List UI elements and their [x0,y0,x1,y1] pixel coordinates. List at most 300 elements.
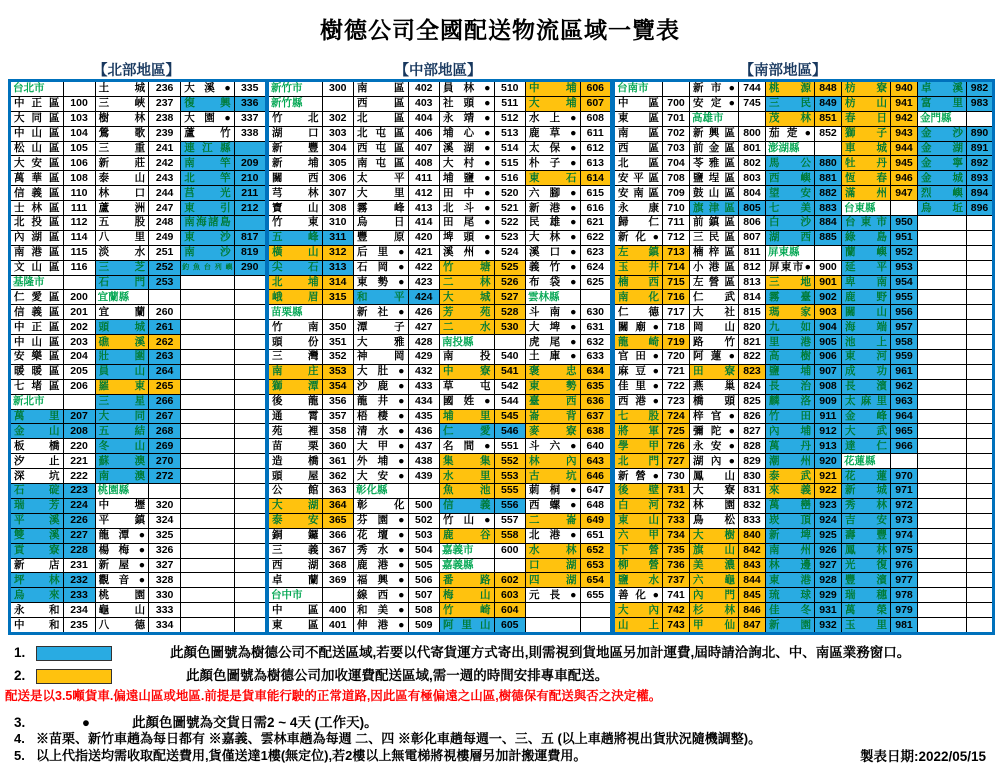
postal-code-cell: 507 [408,588,440,603]
postal-code-cell [234,513,266,528]
table-row [614,424,994,439]
district-cell: 東港 [766,573,815,588]
table-row [268,141,612,156]
table-row [614,394,994,409]
postal-code-cell: 714 [663,260,690,275]
district-cell: 里港 [766,335,815,350]
postal-code-cell: 406 [408,126,440,141]
postal-code-cell: 552 [494,454,526,469]
postal-code-cell: 204 [63,350,95,365]
postal-code-cell: 368 [322,558,354,573]
postal-code-cell: 711 [663,216,690,231]
district-cell: 萬丹 [766,439,815,454]
postal-code-cell: 654 [580,573,612,588]
district-cell [918,469,967,484]
district-cell: 成功 [842,364,891,379]
district-cell: 善化● [614,588,663,603]
postal-code-cell: 500 [408,498,440,513]
table-row [614,513,994,528]
district-cell: 鹽水 [614,573,663,588]
district-cell: 鹿野 [842,290,891,305]
postal-code-cell: 330 [149,588,181,603]
table-row [614,260,994,275]
district-cell: 龍井● [354,394,409,409]
district-cell: 安平區 [614,171,663,186]
postal-code-cell: 305 [322,156,354,171]
postal-code-cell: 932 [815,618,842,634]
table-row [614,335,994,350]
district-cell: 新埤 [766,528,815,543]
postal-code-cell: 555 [494,484,526,499]
district-cell [918,290,967,305]
district-cell: 西嶼 [766,171,815,186]
district-cell: 田尾● [440,216,495,231]
postal-code-cell: 221 [63,454,95,469]
district-cell: 和美● [354,603,409,618]
postal-code-cell: 269 [149,439,181,454]
district-cell: 竹塘 [440,260,495,275]
district-cell: 七美 [766,201,815,216]
postal-code-cell: 649 [580,513,612,528]
district-cell: 大武 [842,424,891,439]
district-cell [918,379,967,394]
postal-code-cell: 542 [494,379,526,394]
district-cell: 台中市 [268,588,323,603]
postal-code-cell: 413 [408,201,440,216]
district-cell: 宜蘭 [95,305,149,320]
district-cell: 牡丹 [842,156,891,171]
district-cell [181,305,235,320]
footnote-1 [14,641,910,661]
postal-code-cell: 300 [322,81,354,97]
district-cell: 新豐 [268,141,323,156]
postal-code-cell: 600 [494,543,526,558]
district-cell: 鹽埕區 [690,171,739,186]
district-cell: 春日 [842,111,891,126]
postal-code-cell: 207 [63,409,95,424]
district-cell: 南庄 [268,364,323,379]
postal-code-cell [149,484,181,499]
district-cell: 大同 [95,409,149,424]
postal-code-cell: 730 [663,469,690,484]
district-cell [181,588,235,603]
table-row [614,379,994,394]
district-cell [918,275,967,290]
postal-code-cell: 231 [63,558,95,573]
district-cell: 楠梓區 [690,245,739,260]
postal-code-cell: 424 [408,290,440,305]
postal-code-cell: 335 [234,81,266,97]
district-cell: 車城 [842,141,891,156]
district-cell: 高雄市 [690,111,739,126]
district-cell: 員山 [95,364,149,379]
district-cell: 頭屋 [268,469,323,484]
postal-code-cell: 880 [815,156,842,171]
postal-code-cell [234,573,266,588]
table-row [268,245,612,260]
postal-code-cell: 923 [815,498,842,513]
postal-code-cell [967,424,994,439]
district-cell: 吉安 [842,513,891,528]
district-cell: 鼓山區 [690,186,739,201]
district-cell: 南沙 [181,245,235,260]
district-cell: 大湖 [268,498,323,513]
district-cell: 台北市 [10,81,64,97]
district-cell: 五股 [95,216,149,231]
district-cell: 埔鹽● [440,171,495,186]
postal-code-cell: 944 [891,141,918,156]
district-cell [918,513,967,528]
postal-code-cell [967,275,994,290]
district-cell: 玉井 [614,260,663,275]
postal-code-cell [234,588,266,603]
table-row [10,603,267,618]
postal-code-cell: 502 [408,513,440,528]
footnote-2 [14,664,608,684]
postal-code-cell: 428 [408,335,440,350]
postal-code-cell: 807 [739,230,766,245]
district-cell: 壯圍 [95,350,149,365]
table-row [10,216,267,231]
district-cell: 蘆竹 [181,126,235,141]
district-cell: 獅潭 [268,379,323,394]
district-cell [918,588,967,603]
postal-code-cell [891,454,918,469]
district-cell: 將軍 [614,424,663,439]
postal-code-cell: 717 [663,305,690,320]
district-cell [918,216,967,231]
postal-code-cell: 358 [322,424,354,439]
district-cell: 龜山 [95,603,149,618]
postal-code-cell: 364 [322,498,354,513]
district-cell: 光復 [842,558,891,573]
postal-code-cell: 241 [149,141,181,156]
district-cell: 番路 [440,573,495,588]
district-cell: 卑南 [842,275,891,290]
postal-code-cell: 845 [739,588,766,603]
postal-code-cell: 367 [322,543,354,558]
postal-code-cell [967,394,994,409]
postal-code-cell: 224 [63,498,95,513]
table-row [10,469,267,484]
postal-code-cell [234,320,266,335]
district-cell: 大社 [690,305,739,320]
district-cell: 西港● [614,394,663,409]
postal-code-cell: 829 [739,454,766,469]
postal-code-cell: 803 [739,171,766,186]
district-cell [181,469,235,484]
table-row [268,513,612,528]
postal-code-cell: 802 [739,156,766,171]
district-cell [918,409,967,424]
table-row [614,484,994,499]
table-row [614,439,994,454]
district-cell: 六腳● [526,186,581,201]
table-row [268,126,612,141]
district-cell: 林內 [526,454,581,469]
district-cell: 新屋● [95,558,149,573]
district-cell: 二崙 [526,513,581,528]
postal-code-cell [815,245,842,260]
district-cell [918,543,967,558]
table-row [614,201,994,216]
postal-code-cell: 927 [815,558,842,573]
postal-code-cell: 901 [815,275,842,290]
postal-code-cell: 400 [322,603,354,618]
district-cell: 茄萣● [766,126,815,141]
district-cell: 竹崎 [440,603,495,618]
postal-code-cell: 249 [149,230,181,245]
table-row [268,543,612,558]
postal-code-cell: 544 [494,394,526,409]
district-cell: 豐原 [354,230,409,245]
district-cell: 台南市 [614,81,663,97]
district-cell: 池上 [842,335,891,350]
postal-code-cell: 700 [663,96,690,111]
postal-code-cell: 722 [663,379,690,394]
postal-code-cell: 435 [408,409,440,424]
district-cell: 埔里 [440,409,495,424]
postal-code-cell: 111 [63,201,95,216]
central-region-table [266,79,613,635]
district-cell [918,424,967,439]
postal-code-cell: 822 [739,350,766,365]
table-row [614,364,994,379]
postal-code-cell: 817 [234,230,266,245]
district-cell: 安南區 [614,186,663,201]
postal-code-cell: 826 [739,409,766,424]
district-cell: 大里 [354,186,409,201]
postal-code-cell: 237 [149,96,181,111]
district-cell: 歸仁 [614,216,663,231]
district-cell: 竹山● [440,513,495,528]
district-cell: 板橋 [10,439,64,454]
postal-code-cell: 611 [580,126,612,141]
postal-code-cell [234,484,266,499]
district-cell [526,618,581,634]
table-row [614,350,994,365]
table-row [268,528,612,543]
district-cell [181,379,235,394]
table-row [614,618,994,634]
postal-code-cell: 825 [739,394,766,409]
north-region-label: 【北部地區】 [93,63,180,79]
district-cell [918,618,967,634]
table-row [10,81,267,97]
district-cell: 東區 [614,111,663,126]
postal-code-cell [967,335,994,350]
district-cell: 卓蘭 [268,573,323,588]
district-cell: 長治 [766,379,815,394]
district-cell [918,230,967,245]
postal-code-cell: 515 [494,156,526,171]
district-cell: 屏東縣 [766,245,815,260]
district-cell [918,439,967,454]
postal-code-cell: 724 [663,409,690,424]
extra-fee-color-swatch [36,669,112,684]
postal-code-cell: 272 [149,469,181,484]
postal-code-cell [234,216,266,231]
district-cell: 泰武 [766,469,815,484]
district-cell: 苑裡 [268,424,323,439]
district-cell: 南區 [614,126,663,141]
footnote-1-text: 此顏色圖號為樹德公司不配送區域,若要以代寄貨運方式寄出,則需視到貨地區另加計運費,屆時請洽詢北、中、南區業務窗口。 [170,645,911,660]
district-cell: 太保● [526,141,581,156]
postal-code-cell: 637 [580,409,612,424]
postal-code-cell: 922 [815,484,842,499]
postal-code-cell: 732 [663,498,690,513]
district-cell [181,275,235,290]
postal-code-cell: 412 [408,186,440,201]
district-cell: 東石 [526,171,581,186]
district-cell [918,498,967,513]
postal-code-cell: 422 [408,260,440,275]
district-cell: 金沙 [918,126,967,141]
district-cell: 中山區 [10,126,64,141]
report-date: 製表日期:2022/05/15 [860,749,987,764]
table-row [614,126,994,141]
district-cell: 西屯區 [354,141,409,156]
district-cell: 新營● [614,469,663,484]
district-cell: 太平 [354,171,409,186]
table-row [10,305,267,320]
district-cell: 山上 [614,618,663,634]
district-cell: 壽豐 [842,528,891,543]
postal-code-cell: 952 [891,245,918,260]
footnote-5-text: 以上代指送均需收取配送費用,貨僅送達1樓(無定位),若2樓以上無電梯將視樓層另加計搬運費用。 [36,748,587,763]
district-cell: 鹿谷 [440,528,495,543]
table-row [10,528,267,543]
district-cell: 龍潭● [95,528,149,543]
district-cell: 南化 [614,290,663,305]
district-cell: 關西 [268,171,323,186]
postal-code-cell: 890 [967,126,994,141]
postal-code-cell [967,513,994,528]
table-row [268,588,612,603]
district-cell: 仁愛區 [10,290,64,305]
district-cell: 大村● [440,156,495,171]
district-cell: 梧棲● [354,409,409,424]
postal-code-cell: 504 [408,543,440,558]
district-cell: 竹東 [268,216,323,231]
postal-code-cell: 352 [322,350,354,365]
postal-code-cell: 982 [967,81,994,97]
district-cell [918,335,967,350]
postal-code-cell: 741 [663,588,690,603]
postal-code-cell: 602 [494,573,526,588]
postal-code-cell [967,216,994,231]
district-cell: 中區 [268,603,323,618]
district-cell: 溪州● [440,245,495,260]
postal-code-cell: 103 [63,111,95,126]
district-cell: 來義 [766,484,815,499]
postal-code-cell: 643 [580,454,612,469]
table-row [268,305,612,320]
table-row [10,573,267,588]
table-row [268,320,612,335]
postal-code-cell [234,469,266,484]
district-cell: 中正區 [10,320,64,335]
table-row [10,275,267,290]
district-cell: 公館 [268,484,323,499]
district-cell: 芳苑 [440,305,495,320]
postal-code-cell: 227 [63,528,95,543]
table-row [614,245,994,260]
district-cell: 義竹● [526,260,581,275]
postal-code-cell: 931 [815,603,842,618]
postal-code-cell: 315 [322,290,354,305]
district-cell: 八里 [95,230,149,245]
postal-code-cell [63,394,95,409]
postal-code-cell: 226 [63,513,95,528]
postal-code-cell: 110 [63,186,95,201]
district-cell: 大肚● [354,364,409,379]
postal-code-cell: 906 [815,350,842,365]
postal-code-cell: 310 [322,216,354,231]
footnote-2-number: 2. [14,668,26,683]
district-cell: 平鎮 [95,513,149,528]
postal-code-cell: 976 [891,558,918,573]
postal-code-cell: 624 [580,260,612,275]
postal-code-cell [234,498,266,513]
table-row [268,558,612,573]
district-cell: 左營區 [690,275,739,290]
postal-code-cell: 356 [322,394,354,409]
postal-code-cell: 727 [663,454,690,469]
table-row [268,156,612,171]
postal-code-cell: 713 [663,245,690,260]
table-row [268,498,612,513]
postal-code-cell: 631 [580,320,612,335]
postal-code-cell: 200 [63,290,95,305]
postal-code-cell [967,498,994,513]
district-cell: 褒忠 [526,364,581,379]
district-cell: 花蓮 [842,469,891,484]
district-cell: 石岡● [354,260,409,275]
district-cell: 石碇 [10,484,64,499]
district-cell: 內門 [690,588,739,603]
district-cell: 金山 [10,424,64,439]
district-cell: 烏來 [10,588,64,603]
district-cell: 蘇澳 [95,454,149,469]
postal-code-cell: 312 [322,245,354,260]
district-cell: 七堵區 [10,379,64,394]
district-cell: 林園 [690,498,739,513]
district-cell: 東沙 [181,230,235,245]
district-cell: 崁頂 [766,513,815,528]
postal-code-cell: 263 [149,350,181,365]
district-cell: 竹田 [766,409,815,424]
postal-code-cell: 234 [63,603,95,618]
postal-code-cell: 964 [891,409,918,424]
district-cell: 新港● [526,201,581,216]
postal-code-cell: 907 [815,364,842,379]
district-cell: 花壇● [354,528,409,543]
district-cell: 元長● [526,588,581,603]
district-cell: 卓溪 [918,81,967,97]
district-cell: 新竹縣 [268,96,323,111]
postal-code-cell [408,484,440,499]
table-row [614,454,994,469]
postal-code-cell: 966 [891,439,918,454]
postal-code-cell: 648 [580,498,612,513]
postal-code-cell: 712 [663,230,690,245]
postal-code-cell: 420 [408,230,440,245]
postal-code-cell: 252 [149,260,181,275]
district-cell: 潭子 [354,320,409,335]
postal-code-cell: 540 [494,350,526,365]
postal-code-cell: 983 [967,96,994,111]
